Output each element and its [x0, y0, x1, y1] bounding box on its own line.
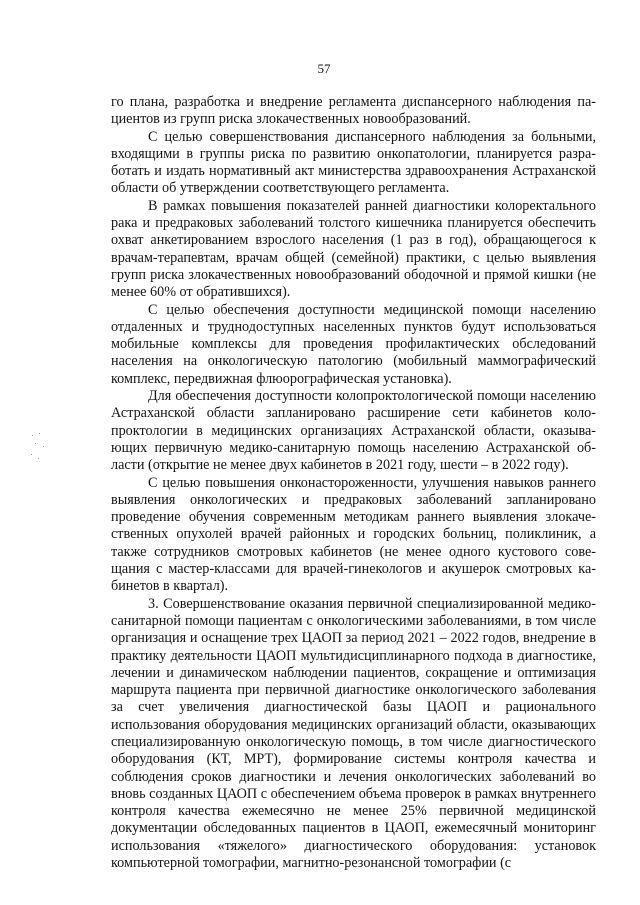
paragraph-colorectal-screening: В рамках повышения показателей ранней диагностики колоректального рака и предраковых заболеваний толстого кишечника планируется обеспечить охват анкетированием взрослого населения (1 раз в год), обращающегося к врачам-терапевтам, врачам общей (семейной) практики, с целью выявления групп риска злокачественных новообразований ободочной и прямой кишки (не менее 60% от обратившихся).: [111, 197, 596, 301]
paragraph-continuation: го плана, разработка и внедрение регламента диспансерного наблюдения пациентов из групп риска злокачественных новообразований.: [111, 94, 596, 128]
paragraph-coloproctology-offices: Для обеспечения доступности колопроктологической помощи населению Астраханской области запланировано расширение сети кабинетов колопроктологии в медицинских организациях Астраханской области, оказывающих первичную медико-санитарную помощь населению Астраханской области (открытие не менее двух кабинетов в 2021 году, шести – в 2022 году).: [111, 388, 596, 474]
paragraph-oncology-training: С целью повышения онконастороженности, улучшения навыков раннего выявления онкологических и предраковых заболеваний запланировано проведение обучения современным методикам раннего выявления злокачественных опухолей врачей районных и городских больниц, поликлиник, а также сотрудников смотровых кабинетов (не менее одного кустового совещания с мастер-классами для врачей-гинекологов и акушерок смотровых кабинетов в квартал).: [111, 474, 596, 595]
scan-specks: [30, 432, 46, 462]
paragraph-monitoring-regulation: С целью совершенствования диспансерного наблюдения за больными, входящими в группы риска по развитию онкопатологии, планируется разработать и издать нормативный акт министерства здравоохранения Астраханской области об утверждении соответствующего регламента.: [111, 128, 596, 197]
paragraph-primary-care-improvement: 3. Совершенствование оказания первичной специализированной медико-санитарной помощи пациентам с онкологическими заболеваниями, в том числе организация и оснащение трех ЦАОП за период 2021 – 2022 годов, внедрение в практику деятельности ЦАОП мультидисциплинарного подхода в диагностике, лечении и динамическом наблюдении пациентов, сокращение и оптимизация маршрута пациента при первичной диагностике онкологического заболевания за счет увеличения диагностической базы ЦАОП и рационального использования оборудования медицинских организаций области, оказывающих специализированную онкологическую помощь, в том числе диагностического оборудования (КТ, МРТ), формирование системы контроля качества и соблюдения сроков диагностики и лечения онкологических заболеваний во вновь созданных ЦАОП с обеспечением объема проверок в рамках внутреннего контроля качества ежемесячно не менее 25% первичной медицинской документации обследованных пациентов в ЦАОП, ежемесячный мониторинг использования «тяжелого» диагностического оборудования: установок компьютерной томографии, магнитно-резонансной томографии (с: [111, 595, 596, 872]
paragraph-mobile-complexes: С целью обеспечения доступности медицинской помощи населению отдаленных и труднодоступных населенных пунктов будут использоваться мобильные комплексы для проведения профилактических обследований населения на онкологическую патологию (мобильный маммографический комплекс, передвижная флюорографическая установка).: [111, 301, 596, 387]
document-body: [111, 94, 596, 872]
page-number: 57: [317, 61, 331, 76]
